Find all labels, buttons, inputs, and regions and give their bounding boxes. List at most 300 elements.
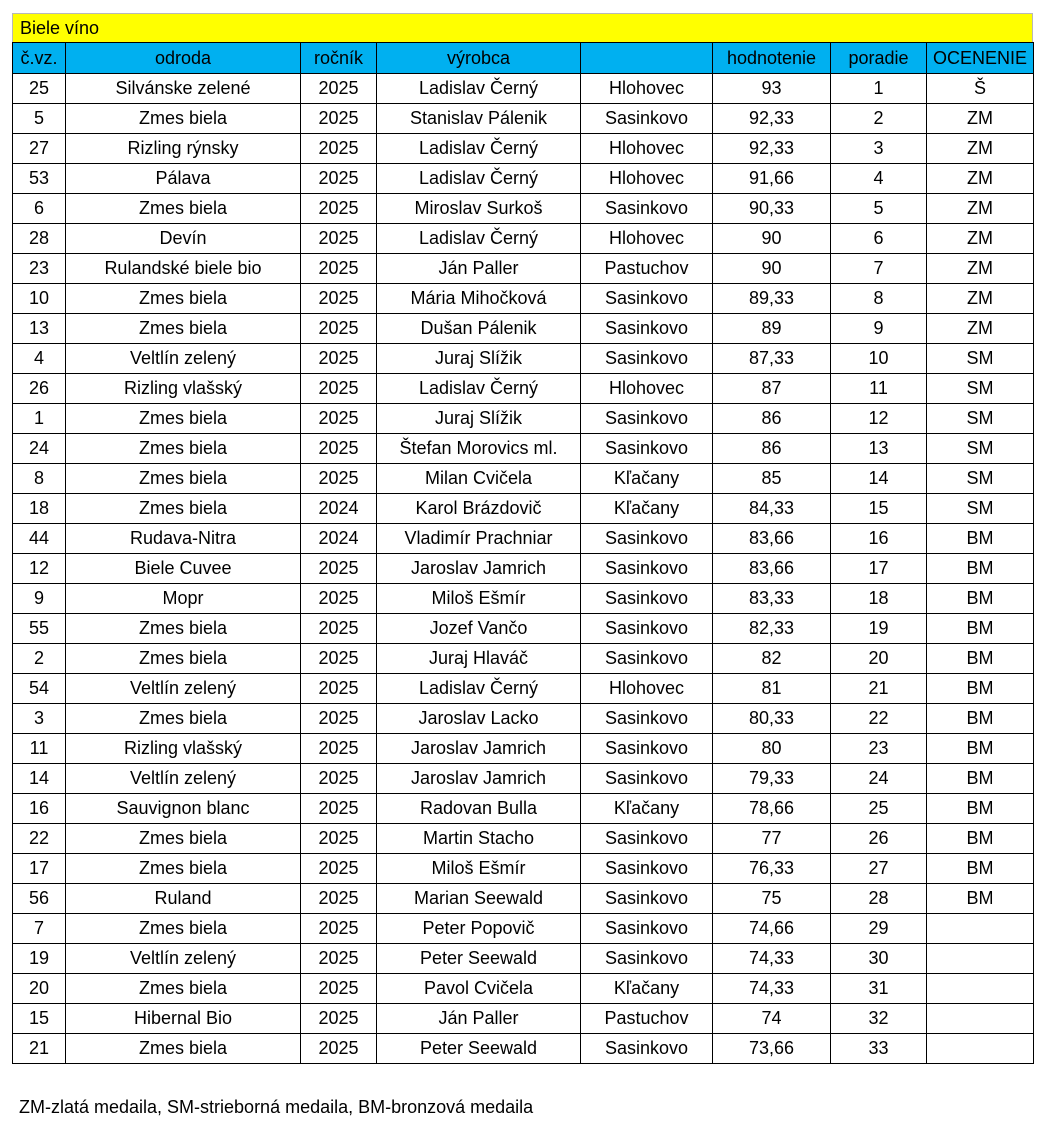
col-score-cell: 87,33 <box>713 344 831 374</box>
col-award-cell: SM <box>927 374 1034 404</box>
col-variety-cell: Devín <box>66 224 301 254</box>
col-sample-number-cell: 55 <box>13 614 66 644</box>
col-score-cell: 92,33 <box>713 104 831 134</box>
col-vintage-cell: 2024 <box>301 524 377 554</box>
col-sample-number-cell: 24 <box>13 434 66 464</box>
col-score-cell: 84,33 <box>713 494 831 524</box>
col-score-cell: 83,33 <box>713 584 831 614</box>
table-row <box>13 104 1034 134</box>
col-rank-cell: 14 <box>831 464 927 494</box>
table-row <box>13 164 1034 194</box>
col-score-header: hodnotenie <box>713 43 831 74</box>
col-vintage-header: ročník <box>301 43 377 74</box>
col-producer-cell: Peter Seewald <box>377 1034 581 1064</box>
col-location-cell: Sasinkovo <box>581 944 713 974</box>
col-location-cell: Hlohovec <box>581 674 713 704</box>
col-sample-number-cell: 44 <box>13 524 66 554</box>
col-rank-cell: 2 <box>831 104 927 134</box>
col-score-cell: 74,33 <box>713 974 831 1004</box>
col-rank-cell: 7 <box>831 254 927 284</box>
table-row <box>13 704 1034 734</box>
col-variety-cell: Sauvignon blanc <box>66 794 301 824</box>
col-producer-cell: Vladimír Prachniar <box>377 524 581 554</box>
col-vintage-cell: 2025 <box>301 1034 377 1064</box>
col-sample-number-cell: 2 <box>13 644 66 674</box>
col-location-cell: Pastuchov <box>581 1004 713 1034</box>
header-row <box>13 43 1034 74</box>
results-sheet <box>12 13 1033 1064</box>
col-sample-number-cell: 54 <box>13 674 66 704</box>
col-score-cell: 78,66 <box>713 794 831 824</box>
col-award-cell <box>927 1004 1034 1034</box>
col-variety-cell: Zmes biela <box>66 614 301 644</box>
col-rank-cell: 1 <box>831 74 927 104</box>
col-score-cell: 74 <box>713 1004 831 1034</box>
col-sample-number-cell: 13 <box>13 314 66 344</box>
table-row <box>13 734 1034 764</box>
col-sample-number-header: č.vz. <box>13 43 66 74</box>
col-variety-cell: Zmes biela <box>66 194 301 224</box>
col-score-cell: 82 <box>713 644 831 674</box>
col-variety-cell: Rulandské biele bio <box>66 254 301 284</box>
col-sample-number-cell: 6 <box>13 194 66 224</box>
col-award-cell: SM <box>927 404 1034 434</box>
col-sample-number-cell: 27 <box>13 134 66 164</box>
col-variety-cell: Zmes biela <box>66 854 301 884</box>
col-sample-number-cell: 12 <box>13 554 66 584</box>
col-location-cell: Sasinkovo <box>581 584 713 614</box>
col-award-cell: BM <box>927 794 1034 824</box>
col-location-cell: Hlohovec <box>581 134 713 164</box>
table-row <box>13 254 1034 284</box>
table-row <box>13 374 1034 404</box>
col-award-cell: ZM <box>927 254 1034 284</box>
table-body <box>13 74 1034 1064</box>
col-vintage-cell: 2025 <box>301 974 377 1004</box>
col-award-cell: BM <box>927 734 1034 764</box>
col-rank-cell: 29 <box>831 914 927 944</box>
col-variety-cell: Zmes biela <box>66 824 301 854</box>
col-producer-cell: Juraj Slížik <box>377 344 581 374</box>
col-score-cell: 89 <box>713 314 831 344</box>
col-vintage-cell: 2025 <box>301 764 377 794</box>
table-row <box>13 764 1034 794</box>
col-variety-cell: Rizling vlašský <box>66 734 301 764</box>
table-row <box>13 494 1034 524</box>
col-vintage-cell: 2025 <box>301 404 377 434</box>
col-sample-number-cell: 23 <box>13 254 66 284</box>
table-row <box>13 914 1034 944</box>
col-rank-cell: 22 <box>831 704 927 734</box>
col-location-cell: Hlohovec <box>581 74 713 104</box>
col-vintage-cell: 2025 <box>301 734 377 764</box>
col-award-cell: ZM <box>927 284 1034 314</box>
col-vintage-cell: 2025 <box>301 554 377 584</box>
col-location-cell: Sasinkovo <box>581 314 713 344</box>
col-rank-cell: 5 <box>831 194 927 224</box>
col-variety-cell: Zmes biela <box>66 284 301 314</box>
col-producer-header: výrobca <box>377 43 581 74</box>
col-variety-cell: Veltlín zelený <box>66 944 301 974</box>
results-table <box>12 42 1034 1064</box>
col-rank-cell: 25 <box>831 794 927 824</box>
table-row <box>13 1004 1034 1034</box>
col-vintage-cell: 2025 <box>301 464 377 494</box>
col-vintage-cell: 2025 <box>301 884 377 914</box>
col-sample-number-cell: 4 <box>13 344 66 374</box>
col-vintage-cell: 2025 <box>301 704 377 734</box>
col-rank-cell: 17 <box>831 554 927 584</box>
col-location-cell: Kľačany <box>581 974 713 1004</box>
col-award-cell: Š <box>927 74 1034 104</box>
col-location-cell: Hlohovec <box>581 224 713 254</box>
col-award-cell <box>927 944 1034 974</box>
col-variety-cell: Zmes biela <box>66 974 301 1004</box>
col-producer-cell: Mária Mihočková <box>377 284 581 314</box>
col-sample-number-cell: 26 <box>13 374 66 404</box>
col-rank-cell: 32 <box>831 1004 927 1034</box>
col-score-cell: 85 <box>713 464 831 494</box>
col-rank-cell: 16 <box>831 524 927 554</box>
col-score-cell: 82,33 <box>713 614 831 644</box>
col-location-cell: Sasinkovo <box>581 404 713 434</box>
col-sample-number-cell: 15 <box>13 1004 66 1034</box>
col-rank-cell: 31 <box>831 974 927 1004</box>
col-sample-number-cell: 22 <box>13 824 66 854</box>
col-variety-header: odroda <box>66 43 301 74</box>
col-vintage-cell: 2025 <box>301 824 377 854</box>
col-score-cell: 73,66 <box>713 1034 831 1064</box>
col-rank-cell: 33 <box>831 1034 927 1064</box>
col-award-cell: ZM <box>927 314 1034 344</box>
table-row <box>13 884 1034 914</box>
col-vintage-cell: 2025 <box>301 284 377 314</box>
col-variety-cell: Veltlín zelený <box>66 764 301 794</box>
col-producer-cell: Radovan Bulla <box>377 794 581 824</box>
col-sample-number-cell: 8 <box>13 464 66 494</box>
col-vintage-cell: 2025 <box>301 194 377 224</box>
col-sample-number-cell: 19 <box>13 944 66 974</box>
col-sample-number-cell: 56 <box>13 884 66 914</box>
col-producer-cell: Stanislav Pálenik <box>377 104 581 134</box>
col-score-cell: 93 <box>713 74 831 104</box>
col-producer-cell: Juraj Hlaváč <box>377 644 581 674</box>
col-variety-cell: Biele Cuvee <box>66 554 301 584</box>
col-vintage-cell: 2025 <box>301 614 377 644</box>
col-location-cell: Sasinkovo <box>581 194 713 224</box>
table-row <box>13 824 1034 854</box>
col-award-cell: SM <box>927 494 1034 524</box>
col-variety-cell: Ruland <box>66 884 301 914</box>
col-producer-cell: Ladislav Černý <box>377 134 581 164</box>
col-rank-cell: 6 <box>831 224 927 254</box>
col-location-cell: Kľačany <box>581 464 713 494</box>
col-sample-number-cell: 25 <box>13 74 66 104</box>
col-rank-cell: 21 <box>831 674 927 704</box>
col-award-cell: ZM <box>927 134 1034 164</box>
table-row <box>13 74 1034 104</box>
col-variety-cell: Veltlín zelený <box>66 674 301 704</box>
table-row <box>13 194 1034 224</box>
col-award-cell: BM <box>927 884 1034 914</box>
col-producer-cell: Ján Paller <box>377 1004 581 1034</box>
col-rank-cell: 15 <box>831 494 927 524</box>
col-vintage-cell: 2025 <box>301 794 377 824</box>
col-score-cell: 89,33 <box>713 284 831 314</box>
col-location-cell: Pastuchov <box>581 254 713 284</box>
table-row <box>13 134 1034 164</box>
col-score-cell: 83,66 <box>713 554 831 584</box>
col-score-cell: 90 <box>713 254 831 284</box>
col-producer-cell: Jaroslav Jamrich <box>377 554 581 584</box>
table-row <box>13 974 1034 1004</box>
col-sample-number-cell: 21 <box>13 1034 66 1064</box>
col-rank-cell: 10 <box>831 344 927 374</box>
col-award-cell <box>927 914 1034 944</box>
col-vintage-cell: 2025 <box>301 374 377 404</box>
col-vintage-cell: 2025 <box>301 314 377 344</box>
col-sample-number-cell: 3 <box>13 704 66 734</box>
col-variety-cell: Zmes biela <box>66 104 301 134</box>
col-producer-cell: Jozef Vančo <box>377 614 581 644</box>
col-rank-cell: 13 <box>831 434 927 464</box>
col-variety-cell: Pálava <box>66 164 301 194</box>
col-producer-cell: Juraj Slížik <box>377 404 581 434</box>
col-producer-cell: Ladislav Černý <box>377 164 581 194</box>
table-row <box>13 614 1034 644</box>
col-award-header: OCENENIE <box>927 43 1034 74</box>
table-row <box>13 434 1034 464</box>
col-sample-number-cell: 53 <box>13 164 66 194</box>
col-sample-number-cell: 16 <box>13 794 66 824</box>
col-sample-number-cell: 1 <box>13 404 66 434</box>
col-rank-cell: 11 <box>831 374 927 404</box>
col-score-cell: 80 <box>713 734 831 764</box>
col-award-cell: SM <box>927 464 1034 494</box>
col-variety-cell: Zmes biela <box>66 464 301 494</box>
table-row <box>13 314 1034 344</box>
col-location-cell: Sasinkovo <box>581 884 713 914</box>
col-producer-cell: Peter Popovič <box>377 914 581 944</box>
table-row <box>13 284 1034 314</box>
col-vintage-cell: 2025 <box>301 854 377 884</box>
col-score-cell: 74,33 <box>713 944 831 974</box>
col-rank-cell: 20 <box>831 644 927 674</box>
col-score-cell: 90,33 <box>713 194 831 224</box>
table-row <box>13 674 1034 704</box>
col-variety-cell: Zmes biela <box>66 644 301 674</box>
col-variety-cell: Zmes biela <box>66 434 301 464</box>
col-sample-number-cell: 14 <box>13 764 66 794</box>
col-award-cell: BM <box>927 854 1034 884</box>
col-score-cell: 74,66 <box>713 914 831 944</box>
col-rank-cell: 12 <box>831 404 927 434</box>
col-award-cell: SM <box>927 434 1034 464</box>
col-producer-cell: Peter Seewald <box>377 944 581 974</box>
col-sample-number-cell: 9 <box>13 584 66 614</box>
col-producer-cell: Jaroslav Lacko <box>377 704 581 734</box>
col-location-cell: Sasinkovo <box>581 284 713 314</box>
col-sample-number-cell: 18 <box>13 494 66 524</box>
col-award-cell: BM <box>927 704 1034 734</box>
col-score-cell: 86 <box>713 404 831 434</box>
col-location-cell: Sasinkovo <box>581 344 713 374</box>
col-producer-cell: Miroslav Surkoš <box>377 194 581 224</box>
col-score-cell: 86 <box>713 434 831 464</box>
col-sample-number-cell: 7 <box>13 914 66 944</box>
col-producer-cell: Jaroslav Jamrich <box>377 734 581 764</box>
col-location-cell: Sasinkovo <box>581 524 713 554</box>
table-row <box>13 644 1034 674</box>
col-producer-cell: Ladislav Černý <box>377 374 581 404</box>
col-score-cell: 91,66 <box>713 164 831 194</box>
col-sample-number-cell: 10 <box>13 284 66 314</box>
col-rank-cell: 9 <box>831 314 927 344</box>
col-award-cell: BM <box>927 554 1034 584</box>
col-location-cell: Sasinkovo <box>581 824 713 854</box>
col-variety-cell: Silvánske zelené <box>66 74 301 104</box>
col-producer-cell: Marian Seewald <box>377 884 581 914</box>
col-rank-cell: 30 <box>831 944 927 974</box>
col-award-cell: BM <box>927 524 1034 554</box>
col-variety-cell: Zmes biela <box>66 314 301 344</box>
col-producer-cell: Miloš Ešmír <box>377 854 581 884</box>
col-vintage-cell: 2025 <box>301 674 377 704</box>
col-rank-cell: 24 <box>831 764 927 794</box>
col-vintage-cell: 2025 <box>301 584 377 614</box>
table-row <box>13 404 1034 434</box>
col-location-cell: Kľačany <box>581 794 713 824</box>
col-score-cell: 92,33 <box>713 134 831 164</box>
col-variety-cell: Rudava-Nitra <box>66 524 301 554</box>
col-award-cell: ZM <box>927 104 1034 134</box>
col-score-cell: 79,33 <box>713 764 831 794</box>
col-variety-cell: Hibernal Bio <box>66 1004 301 1034</box>
col-sample-number-cell: 17 <box>13 854 66 884</box>
col-producer-cell: Ladislav Černý <box>377 674 581 704</box>
col-rank-cell: 27 <box>831 854 927 884</box>
col-location-cell: Sasinkovo <box>581 1034 713 1064</box>
col-location-cell: Sasinkovo <box>581 614 713 644</box>
col-score-cell: 80,33 <box>713 704 831 734</box>
col-location-cell: Sasinkovo <box>581 644 713 674</box>
col-vintage-cell: 2025 <box>301 224 377 254</box>
col-producer-cell: Ladislav Černý <box>377 224 581 254</box>
col-producer-cell: Dušan Pálenik <box>377 314 581 344</box>
col-location-cell: Sasinkovo <box>581 704 713 734</box>
col-producer-cell: Štefan Morovics ml. <box>377 434 581 464</box>
medal-legend: ZM-zlatá medaila, SM-strieborná medaila, BM-bronzová medaila <box>19 1097 534 1117</box>
col-vintage-cell: 2025 <box>301 434 377 464</box>
col-variety-cell: Veltlín zelený <box>66 344 301 374</box>
col-rank-cell: 18 <box>831 584 927 614</box>
col-rank-cell: 23 <box>831 734 927 764</box>
col-location-cell: Hlohovec <box>581 374 713 404</box>
col-location-cell: Hlohovec <box>581 164 713 194</box>
col-award-cell: BM <box>927 764 1034 794</box>
col-award-cell: BM <box>927 614 1034 644</box>
col-producer-cell: Karol Brázdovič <box>377 494 581 524</box>
col-rank-cell: 28 <box>831 884 927 914</box>
col-award-cell: BM <box>927 674 1034 704</box>
col-vintage-cell: 2025 <box>301 254 377 284</box>
table-row <box>13 944 1034 974</box>
col-award-cell: BM <box>927 644 1034 674</box>
col-vintage-cell: 2025 <box>301 104 377 134</box>
col-producer-cell: Ladislav Černý <box>377 74 581 104</box>
col-vintage-cell: 2025 <box>301 644 377 674</box>
table-row <box>13 854 1034 884</box>
col-variety-cell: Rizling rýnsky <box>66 134 301 164</box>
col-vintage-cell: 2025 <box>301 164 377 194</box>
col-vintage-cell: 2025 <box>301 74 377 104</box>
col-sample-number-cell: 11 <box>13 734 66 764</box>
col-award-cell: ZM <box>927 224 1034 254</box>
col-location-cell: Sasinkovo <box>581 914 713 944</box>
col-producer-cell: Ján Paller <box>377 254 581 284</box>
col-location-cell: Sasinkovo <box>581 434 713 464</box>
col-score-cell: 75 <box>713 884 831 914</box>
col-variety-cell: Zmes biela <box>66 404 301 434</box>
col-vintage-cell: 2025 <box>301 344 377 374</box>
col-location-cell: Sasinkovo <box>581 734 713 764</box>
col-award-cell <box>927 1034 1034 1064</box>
col-score-cell: 87 <box>713 374 831 404</box>
table-row <box>13 464 1034 494</box>
col-location-cell: Sasinkovo <box>581 554 713 584</box>
table-row <box>13 524 1034 554</box>
col-vintage-cell: 2025 <box>301 134 377 164</box>
col-sample-number-cell: 5 <box>13 104 66 134</box>
col-location-cell: Sasinkovo <box>581 854 713 884</box>
col-location-cell: Sasinkovo <box>581 104 713 134</box>
col-award-cell: SM <box>927 344 1034 374</box>
col-rank-cell: 19 <box>831 614 927 644</box>
col-rank-cell: 26 <box>831 824 927 854</box>
col-variety-cell: Zmes biela <box>66 1034 301 1064</box>
col-score-cell: 90 <box>713 224 831 254</box>
table-row <box>13 554 1034 584</box>
col-award-cell: ZM <box>927 194 1034 224</box>
col-variety-cell: Zmes biela <box>66 704 301 734</box>
col-producer-cell: Milan Cvičela <box>377 464 581 494</box>
col-location-cell: Kľačany <box>581 494 713 524</box>
col-award-cell: BM <box>927 824 1034 854</box>
col-location-cell: Sasinkovo <box>581 764 713 794</box>
col-rank-header: poradie <box>831 43 927 74</box>
col-score-cell: 76,33 <box>713 854 831 884</box>
col-sample-number-cell: 28 <box>13 224 66 254</box>
table-row <box>13 224 1034 254</box>
table-row <box>13 1034 1034 1064</box>
col-rank-cell: 8 <box>831 284 927 314</box>
col-vintage-cell: 2025 <box>301 914 377 944</box>
sheet-title: Biele víno <box>12 13 1033 42</box>
col-score-cell: 81 <box>713 674 831 704</box>
col-vintage-cell: 2025 <box>301 944 377 974</box>
table-row <box>13 344 1034 374</box>
col-vintage-cell: 2024 <box>301 494 377 524</box>
col-rank-cell: 3 <box>831 134 927 164</box>
col-vintage-cell: 2025 <box>301 1004 377 1034</box>
col-producer-cell: Pavol Cvičela <box>377 974 581 1004</box>
col-variety-cell: Zmes biela <box>66 494 301 524</box>
col-award-cell <box>927 974 1034 1004</box>
col-award-cell: ZM <box>927 164 1034 194</box>
table-row <box>13 584 1034 614</box>
col-score-cell: 77 <box>713 824 831 854</box>
col-score-cell: 83,66 <box>713 524 831 554</box>
